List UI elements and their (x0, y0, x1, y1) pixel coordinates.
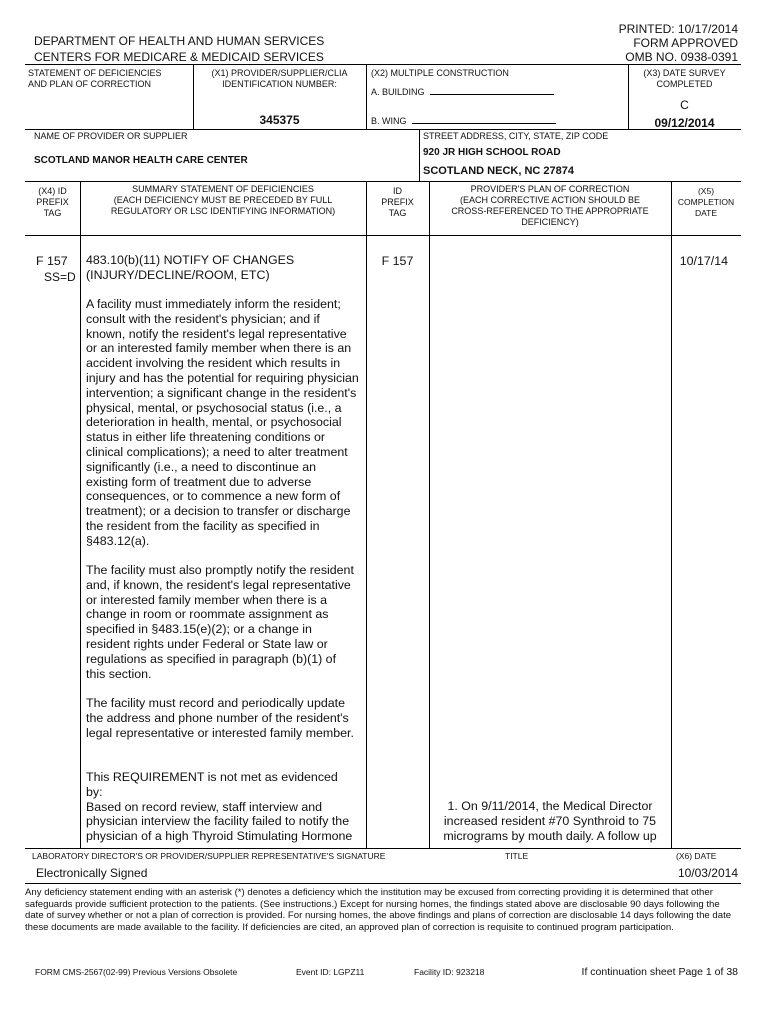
omb-number: OMB NO. 0938-0391 (625, 50, 738, 64)
regulation-para2: The facility must also promptly notify the resident and, if known, the resident's legal representative or interested family member when there is a change in room or roommate assignment as specified in §483.15(e)(2); or a change in resident rights under Federal or State law or regulations as specified in paragraph (b)(1) of this section. (86, 563, 354, 681)
rule-disclaimer (25, 883, 741, 884)
x4-header: (X4) ID PREFIX TAG (36, 186, 69, 218)
rule-top (25, 64, 741, 65)
wing-label: B. WING (371, 116, 407, 126)
provider-number: 345375 (259, 113, 300, 127)
rule-col1 (80, 181, 81, 848)
building-label: A. BUILDING (371, 87, 425, 97)
survey-date: 09/12/2014 (654, 116, 715, 130)
summary-header: SUMMARY STATEMENT OF DEFICIENCIES (EACH DEFICIENCY MUST BE PRECEDED BY FULL REGULATORY OR LSC IDENTIFYING INFORMATION) (110, 184, 336, 216)
title-label: TITLE (505, 851, 529, 861)
dept-title: DEPARTMENT OF HEALTH AND HUMAN SERVICES (34, 34, 325, 48)
building-blank (430, 84, 554, 95)
plan-tag: F 157 (381, 254, 414, 268)
wing-blank (412, 113, 556, 124)
regulation-para3: The facility must record and periodically update the address and phone number of the resident's legal representative or interested family member. (86, 696, 354, 740)
survey-code: C (680, 98, 689, 112)
x3-label: (X3) DATE SURVEY COMPLETED (643, 68, 726, 89)
disclaimer: Any deficiency statement ending with an asterisk (*) denotes a deficiency which the institution may be excused from correcting providing it is determined that other safeguards provide sufficient protection to the patients. (See instructions.) Except for nursing homes, the findings stated above are disclosable 90 days following the date of survey whether or not a plan of correction is provided. For nursing homes, the above findings and plans of correction are disclosable 14 days following the date these documents are made available to the facility. If deficiencies are cited, an approved plan of correction is requisite to continued program participation. (25, 887, 732, 933)
statement-label: STATEMENT OF DEFICIENCIES AND PLAN OF CORRECTION (28, 68, 162, 89)
rule-col2 (366, 181, 367, 848)
address-label: STREET ADDRESS, CITY, STATE, ZIP CODE (423, 131, 609, 141)
agency-title: CENTERS FOR MEDICARE & MEDICAID SERVICES (34, 50, 324, 64)
deficiency-tag: F 157 (36, 254, 68, 268)
deficiency-title: 483.10(b)(11) NOTIFY OF CHANGES (INJURY/DECLINE/ROOM, ETC) (86, 253, 295, 282)
x1-label: (X1) PROVIDER/SUPPLIER/CLIA IDENTIFICATION NUMBER: (211, 68, 348, 89)
plan-header: PROVIDER'S PLAN OF CORRECTION (EACH CORRECTIVE ACTION SHOULD BE CROSS-REFERENCED TO THE APPROPRIATE DEFICIENCY) (451, 184, 649, 227)
x2-label: (X2) MULTIPLE CONSTRUCTION (371, 68, 509, 78)
provider-name: SCOTLAND MANOR HEALTH CARE CENTER (34, 155, 248, 166)
rule-col4 (671, 181, 672, 848)
rule-body-top (25, 235, 741, 236)
x5-header: (X5) COMPLETION DATE (677, 186, 735, 218)
signature-label: LABORATORY DIRECTOR'S OR PROVIDER/SUPPLIER REPRESENTATIVE'S SIGNATURE (32, 851, 386, 861)
form-number: FORM CMS-2567(02-99) Previous Versions Obsolete (35, 967, 238, 977)
x6-date-label: (X6) DATE (676, 851, 717, 861)
continuation: If continuation sheet Page 1 of 38 (581, 966, 738, 978)
event-id: Event ID: LGPZ11 (296, 967, 365, 977)
facility-id: Facility ID: 923218 (414, 967, 485, 977)
deficiency-severity: SS=D (44, 270, 76, 284)
rule-v-address (419, 129, 420, 181)
completion-date: 10/17/14 (679, 254, 728, 268)
printed-date: PRINTED: 10/17/2014 (618, 22, 738, 36)
plan-text: 1. On 9/11/2014, the Medical Director increased resident #70 Synthroid to 75 micrograms by mouth daily. A follow up (443, 799, 657, 843)
address-line2: SCOTLAND NECK, NC 27874 (423, 165, 574, 177)
regulation-para1: A facility must immediately inform the resident; consult with the resident's physician; and if known, notify the resident's legal representative or an interested family member when there is an accident involving the resident which results in injury and has the potential for requiring physician intervention; a significant change in the resident's physical, mental, or psychosocial status (i.e., a deterioration in health, mental, or psychosocial status in either life threatening conditions or clinical complications); a need to alter treatment significantly (i.e., a need to discontinue an existing form of treatment due to adverse consequences, or to commence a new form of treatment); or a decision to transfer or discharge the resident from the facility as specified in §483.12(a). (86, 297, 359, 548)
rule-colheads (25, 181, 741, 182)
building-row (371, 84, 554, 98)
rule-v2 (366, 64, 367, 129)
rule-signature (25, 848, 741, 849)
finding-text: This REQUIREMENT is not met as evidenced by: Based on record review, staff interview and physician interview the facility failed to notify the physician of a high Thyroid Stimulating Hormone (86, 770, 353, 844)
form-approved: FORM APPROVED (633, 36, 738, 50)
wing-row (371, 113, 556, 127)
rule-col3 (429, 181, 430, 848)
address-line1: 920 JR HIGH SCHOOL ROAD (423, 147, 561, 158)
signature-date: 10/03/2014 (677, 866, 738, 880)
provider-name-label: NAME OF PROVIDER OR SUPPLIER (34, 131, 188, 141)
signature-value: Electronically Signed (36, 866, 148, 880)
id-header: ID PREFIX TAG (381, 186, 414, 218)
